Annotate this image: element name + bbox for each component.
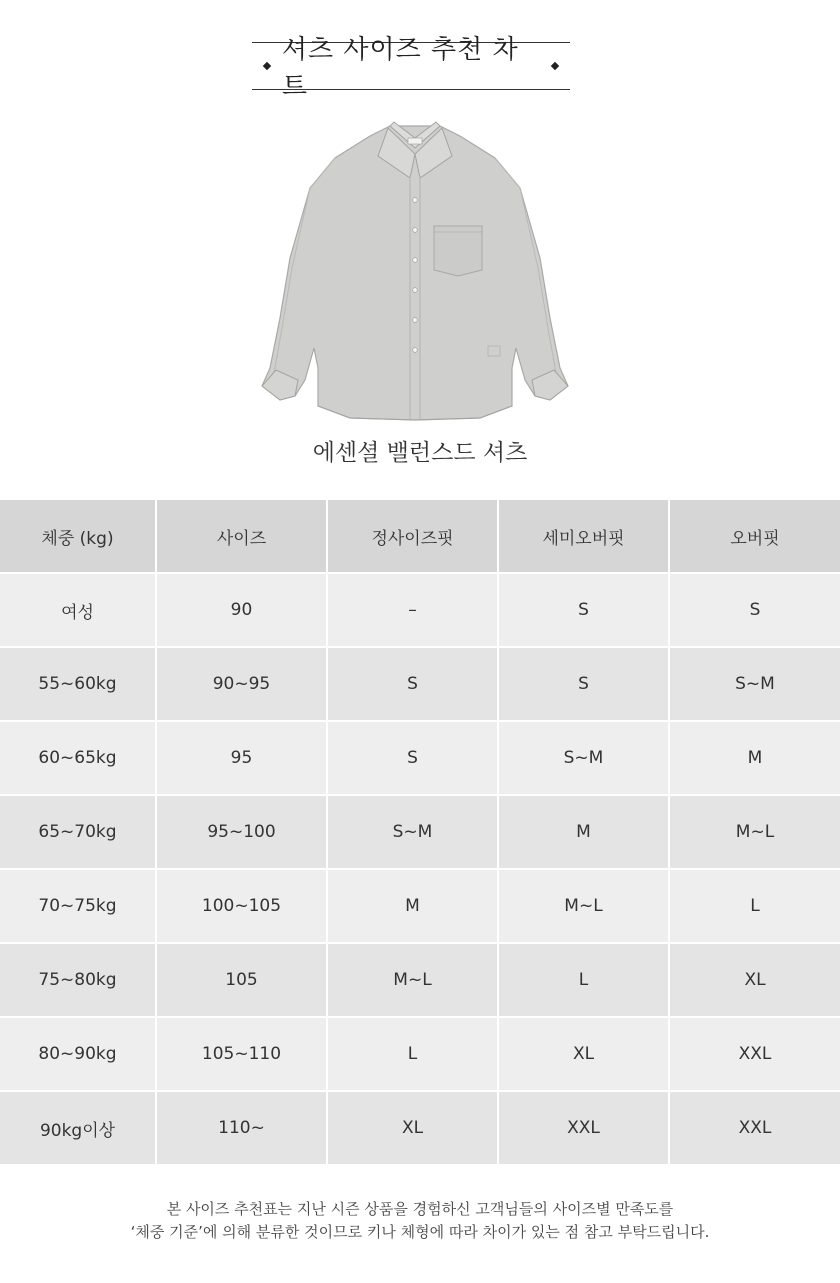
- note-line-1: 본 사이즈 추천표는 지난 시즌 상품을 경험하신 고객님들의 사이즈별 만족도를: [166, 1200, 674, 1218]
- table-cell: 55~60kg: [0, 648, 157, 722]
- table-row: [0, 1092, 840, 1166]
- table-row: [0, 796, 840, 870]
- column-header-regular-fit: 정사이즈핏: [328, 500, 499, 574]
- table-cell: XXL: [670, 1092, 840, 1166]
- table-cell: 75~80kg: [0, 944, 157, 1018]
- table-cell: S: [670, 574, 840, 648]
- diamond-right-icon: [551, 62, 559, 70]
- table-cell: M~L: [670, 796, 840, 870]
- table-cell: S~M: [499, 722, 670, 796]
- table-cell: 95: [157, 722, 328, 796]
- table-cell: 70~75kg: [0, 870, 157, 944]
- table-cell: XXL: [670, 1018, 840, 1092]
- table-cell: M~L: [328, 944, 499, 1018]
- table-row: [0, 648, 840, 722]
- table-cell: 105~110: [157, 1018, 328, 1092]
- table-cell: S: [328, 722, 499, 796]
- table-cell: L: [328, 1018, 499, 1092]
- column-header-semi-over-fit: 세미오버핏: [499, 500, 670, 574]
- table-cell: 95~100: [157, 796, 328, 870]
- table-cell: M~L: [499, 870, 670, 944]
- table-cell: 105: [157, 944, 328, 1018]
- table-cell: 60~65kg: [0, 722, 157, 796]
- table-cell: S: [499, 574, 670, 648]
- table-cell: –: [328, 574, 499, 648]
- table-cell: S~M: [328, 796, 499, 870]
- table-cell: M: [328, 870, 499, 944]
- size-chart-table: [0, 500, 840, 1166]
- table-row: [0, 1018, 840, 1092]
- shirt-image: [250, 118, 580, 423]
- note-line-2: ‘체중 기준’에 의해 분류한 것이므로 키나 체형에 따라 차이가 있는 점 참고 부탁드립니다.: [130, 1223, 710, 1241]
- table-row: [0, 870, 840, 944]
- table-cell: 90: [157, 574, 328, 648]
- table-cell: L: [670, 870, 840, 944]
- table-cell: 90kg이상: [0, 1092, 157, 1166]
- table-header-row: [0, 500, 840, 574]
- table-cell: XL: [670, 944, 840, 1018]
- table-cell: XL: [499, 1018, 670, 1092]
- size-chart-note: [0, 1198, 840, 1244]
- table-row: [0, 944, 840, 1018]
- product-name: 에센셜 밸런스드 셔츠: [312, 440, 528, 466]
- diamond-left-icon: [263, 62, 271, 70]
- table-cell: 80~90kg: [0, 1018, 157, 1092]
- table-cell: XL: [328, 1092, 499, 1166]
- table-cell: 여성: [0, 574, 157, 648]
- chart-title-frame: [252, 35, 570, 102]
- table-cell: L: [499, 944, 670, 1018]
- table-cell: 90~95: [157, 648, 328, 722]
- table-row: [0, 574, 840, 648]
- table-cell: 100~105: [157, 870, 328, 944]
- table-cell: S: [328, 648, 499, 722]
- page-title: 셔츠 사이즈 추천 차트: [281, 35, 519, 102]
- table-cell: M: [670, 722, 840, 796]
- column-header-size: 사이즈: [157, 500, 328, 574]
- table-cell: M: [499, 796, 670, 870]
- column-header-over-fit: 오버핏: [670, 500, 840, 574]
- table-cell: S: [499, 648, 670, 722]
- table-cell: XXL: [499, 1092, 670, 1166]
- table-cell: S~M: [670, 648, 840, 722]
- table-row: [0, 722, 840, 796]
- column-header-weight: 체중 (kg): [0, 500, 157, 574]
- table-cell: 65~70kg: [0, 796, 157, 870]
- table-cell: 110~: [157, 1092, 328, 1166]
